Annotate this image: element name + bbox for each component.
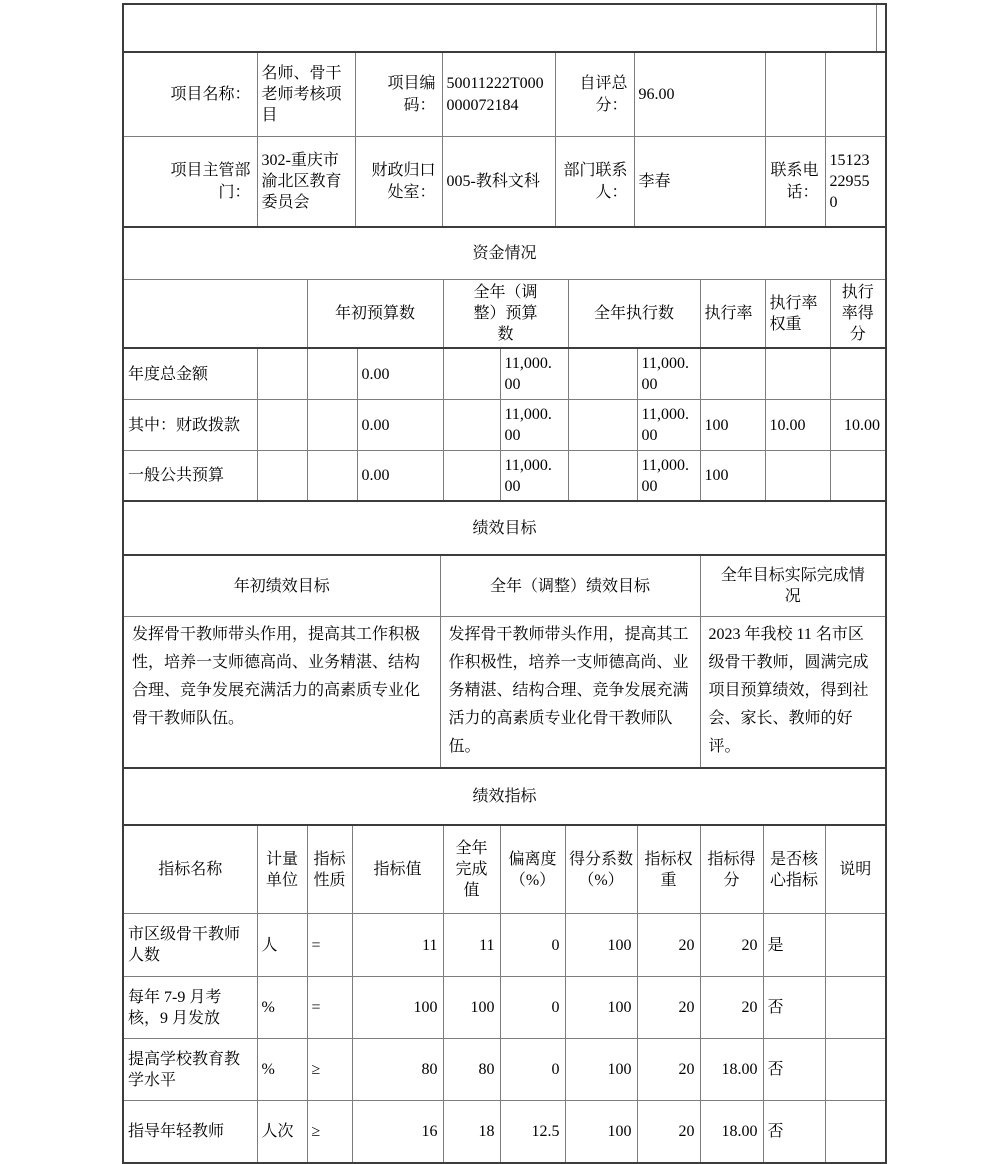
goals-initial-text: 发挥骨干教师带头作用，提高其工作积极性，培养一支师德高尚、业务精湛、结构合理、竞争发展充满活力的高素质专业化骨干教师队伍。 xyxy=(124,617,440,768)
funding-row-name: 一般公共预算 xyxy=(124,451,257,501)
indicator-unit-cell: 人 xyxy=(257,914,307,977)
funding-row-name: 年度总金额 xyxy=(124,348,257,400)
funding-empty-cell xyxy=(443,400,500,451)
dept-label: 项目主管部门： xyxy=(124,137,257,227)
funding-empty-cell xyxy=(257,400,307,451)
funding-col-budget-adjusted: 全年（调整）预算数 xyxy=(443,280,568,349)
indicator-weight-cell: 20 xyxy=(637,1039,700,1101)
funding-rate-cell: 100 xyxy=(700,451,765,501)
project-code-value: 50011222T000000072184 xyxy=(442,52,555,137)
indicator-name-cell: 指导年轻教师 xyxy=(124,1101,257,1163)
indicator-score-cell: 18.00 xyxy=(700,1101,763,1163)
indicator-note-cell xyxy=(825,914,885,977)
top-empty-row-table xyxy=(124,5,885,51)
indicator-score-cell: 20 xyxy=(700,914,763,977)
funding-row-name: 其中：财政拨款 xyxy=(124,400,257,451)
funding-executed-cell: 11,000.00 xyxy=(637,348,700,400)
indicator-core-cell: 否 xyxy=(763,977,825,1039)
indicator-row xyxy=(124,977,885,1039)
contact-person-label: 部门联系人： xyxy=(555,137,634,227)
goals-title-row xyxy=(124,500,885,554)
indicator-unit-cell: % xyxy=(257,1039,307,1101)
indicator-row xyxy=(124,1039,885,1101)
indicator-col-weight: 指标权重 xyxy=(637,825,700,914)
indicators-table xyxy=(124,824,885,1162)
indicator-weight-cell: 20 xyxy=(637,914,700,977)
dept-value: 302-重庆市渝北区教育委员会 xyxy=(257,137,355,227)
indicator-score-cell: 18.00 xyxy=(700,1039,763,1101)
funding-row-public-budget xyxy=(124,451,885,501)
funding-col-rate: 执行率 xyxy=(700,280,765,349)
funding-col-rate-weight: 执行率权重 xyxy=(765,280,830,349)
project-info-row-2 xyxy=(124,137,885,227)
indicators-header-row xyxy=(124,825,885,914)
indicator-row xyxy=(124,914,885,977)
indicator-unit-cell: 人次 xyxy=(257,1101,307,1163)
funding-col-budget-initial: 年初预算数 xyxy=(307,280,443,349)
indicator-core-cell: 否 xyxy=(763,1101,825,1163)
indicator-target-cell: 11 xyxy=(352,914,443,977)
funding-table xyxy=(124,279,885,500)
goals-adjusted-text: 发挥骨干教师带头作用，提高其工作积极性，培养一支师德高尚、业务精湛、结构合理、竞争发展充满活力的高素质专业化骨干教师队伍。 xyxy=(440,617,700,768)
indicator-target-cell: 16 xyxy=(352,1101,443,1163)
goals-content-row xyxy=(124,617,885,768)
funding-empty-cell xyxy=(568,348,637,400)
funding-empty-cell xyxy=(568,451,637,501)
indicator-col-unit: 计量单位 xyxy=(257,825,307,914)
funding-empty-cell xyxy=(443,348,500,400)
performance-report-table xyxy=(122,3,887,1164)
indicator-col-note: 说明 xyxy=(825,825,885,914)
indicator-note-cell xyxy=(825,1039,885,1101)
indicator-unit-cell: % xyxy=(257,977,307,1039)
funding-rate-score-cell: 10.00 xyxy=(830,400,885,451)
indicator-name-cell: 提高学校教育教学水平 xyxy=(124,1039,257,1101)
indicator-target-cell: 80 xyxy=(352,1039,443,1101)
indicators-title-row xyxy=(124,767,885,824)
indicator-nature-cell: = xyxy=(307,977,352,1039)
funding-col-executed: 全年执行数 xyxy=(568,280,700,349)
indicator-completed-cell: 80 xyxy=(443,1039,500,1101)
indicator-core-cell: 否 xyxy=(763,1039,825,1101)
funding-rate-score-cell xyxy=(830,451,885,501)
funding-rate-weight-cell: 10.00 xyxy=(765,400,830,451)
indicator-col-score-coef: 得分系数（%） xyxy=(565,825,637,914)
indicator-deviation-cell: 12.5 xyxy=(500,1101,565,1163)
goals-col-initial: 年初绩效目标 xyxy=(124,555,440,617)
goals-section-title: 绩效目标 xyxy=(124,501,885,554)
indicator-score-cell: 20 xyxy=(700,977,763,1039)
funding-budget-initial-cell: 0.00 xyxy=(357,451,443,501)
funding-rate-score-cell xyxy=(830,348,885,400)
finance-office-value: 005-教科文科 xyxy=(442,137,555,227)
funding-empty-cell xyxy=(257,451,307,501)
funding-executed-cell: 11,000.00 xyxy=(637,451,700,501)
funding-budget-adjusted-cell: 11,000.00 xyxy=(500,348,568,400)
indicator-nature-cell: = xyxy=(307,914,352,977)
indicator-completed-cell: 100 xyxy=(443,977,500,1039)
funding-budget-initial-cell: 0.00 xyxy=(357,400,443,451)
indicators-section-title: 绩效指标 xyxy=(124,768,885,824)
goals-col-actual: 全年目标实际完成情况 xyxy=(700,555,885,617)
indicator-weight-cell: 20 xyxy=(637,977,700,1039)
funding-rate-cell: 100 xyxy=(700,400,765,451)
top-empty-corner-cell xyxy=(876,5,885,51)
goals-table xyxy=(124,554,885,767)
contact-phone-label: 联系电话： xyxy=(765,137,825,227)
indicator-col-nature: 指标性质 xyxy=(307,825,352,914)
indicator-col-name: 指标名称 xyxy=(124,825,257,914)
indicator-nature-cell: ≥ xyxy=(307,1101,352,1163)
self-score-label: 自评总分： xyxy=(555,52,634,137)
indicator-col-completed: 全年完成值 xyxy=(443,825,500,914)
indicator-deviation-cell: 0 xyxy=(500,1039,565,1101)
funding-executed-cell: 11,000.00 xyxy=(637,400,700,451)
goals-header-row xyxy=(124,555,885,617)
contact-phone-value: 15123229550 xyxy=(829,151,870,212)
indicator-score-coef-cell: 100 xyxy=(565,914,637,977)
funding-budget-adjusted-cell: 11,000.00 xyxy=(500,451,568,501)
funding-empty-cell xyxy=(443,451,500,501)
project-name-label: 项目名称： xyxy=(124,52,257,137)
finance-office-label: 财政归口处室： xyxy=(355,137,442,227)
goals-col-adjusted: 全年（调整）绩效目标 xyxy=(440,555,700,617)
indicator-name-cell: 每年 7-9 月考核，9 月发放 xyxy=(124,977,257,1039)
funding-budget-initial-cell: 0.00 xyxy=(357,348,443,400)
funding-header-row xyxy=(124,280,885,349)
project-info-row-1 xyxy=(124,52,885,137)
indicator-name-cell: 市区级骨干教师人数 xyxy=(124,914,257,977)
funding-header-empty xyxy=(124,280,307,349)
info-empty-cell-1 xyxy=(765,52,825,137)
indicator-deviation-cell: 0 xyxy=(500,914,565,977)
indicator-col-core: 是否核心指标 xyxy=(763,825,825,914)
funding-rate-cell xyxy=(700,348,765,400)
indicator-row xyxy=(124,1101,885,1163)
funding-section-title: 资金情况 xyxy=(124,227,885,279)
funding-rate-weight-cell xyxy=(765,348,830,400)
indicator-core-cell: 是 xyxy=(763,914,825,977)
indicator-col-deviation: 偏离度（%） xyxy=(500,825,565,914)
funding-title-row xyxy=(124,226,885,279)
indicator-weight-cell: 20 xyxy=(637,1101,700,1163)
funding-empty-cell xyxy=(307,451,357,501)
funding-empty-cell xyxy=(307,400,357,451)
contact-person-value: 李春 xyxy=(634,137,765,227)
indicator-completed-cell: 11 xyxy=(443,914,500,977)
funding-col-rate-score: 执行率得分 xyxy=(830,280,885,349)
indicator-note-cell xyxy=(825,1101,885,1163)
funding-row-fiscal xyxy=(124,400,885,451)
indicator-score-coef-cell: 100 xyxy=(565,1039,637,1101)
funding-budget-adjusted-cell: 11,000.00 xyxy=(500,400,568,451)
indicator-completed-cell: 18 xyxy=(443,1101,500,1163)
funding-empty-cell xyxy=(257,348,307,400)
indicator-deviation-cell: 0 xyxy=(500,977,565,1039)
funding-row-total xyxy=(124,348,885,400)
funding-empty-cell xyxy=(568,400,637,451)
indicator-score-coef-cell: 100 xyxy=(565,977,637,1039)
project-code-label: 项目编码： xyxy=(355,52,442,137)
top-empty-cell xyxy=(124,5,876,51)
funding-rate-weight-cell xyxy=(765,451,830,501)
indicator-col-score: 指标得分 xyxy=(700,825,763,914)
info-empty-cell-2 xyxy=(825,52,885,137)
indicator-nature-cell: ≥ xyxy=(307,1039,352,1101)
indicator-note-cell xyxy=(825,977,885,1039)
indicator-score-coef-cell: 100 xyxy=(565,1101,637,1163)
project-info-table xyxy=(124,51,885,226)
indicator-target-cell: 100 xyxy=(352,977,443,1039)
indicator-col-target: 指标值 xyxy=(352,825,443,914)
funding-empty-cell xyxy=(307,348,357,400)
goals-actual-text: 2023 年我校 11 名市区级骨干教师，圆满完成项目预算绩效，得到社会、家长、教师的好评。 xyxy=(708,626,869,756)
self-score-value: 96.00 xyxy=(634,52,765,137)
project-name-value: 名师、骨干老师考核项目 xyxy=(257,52,355,137)
